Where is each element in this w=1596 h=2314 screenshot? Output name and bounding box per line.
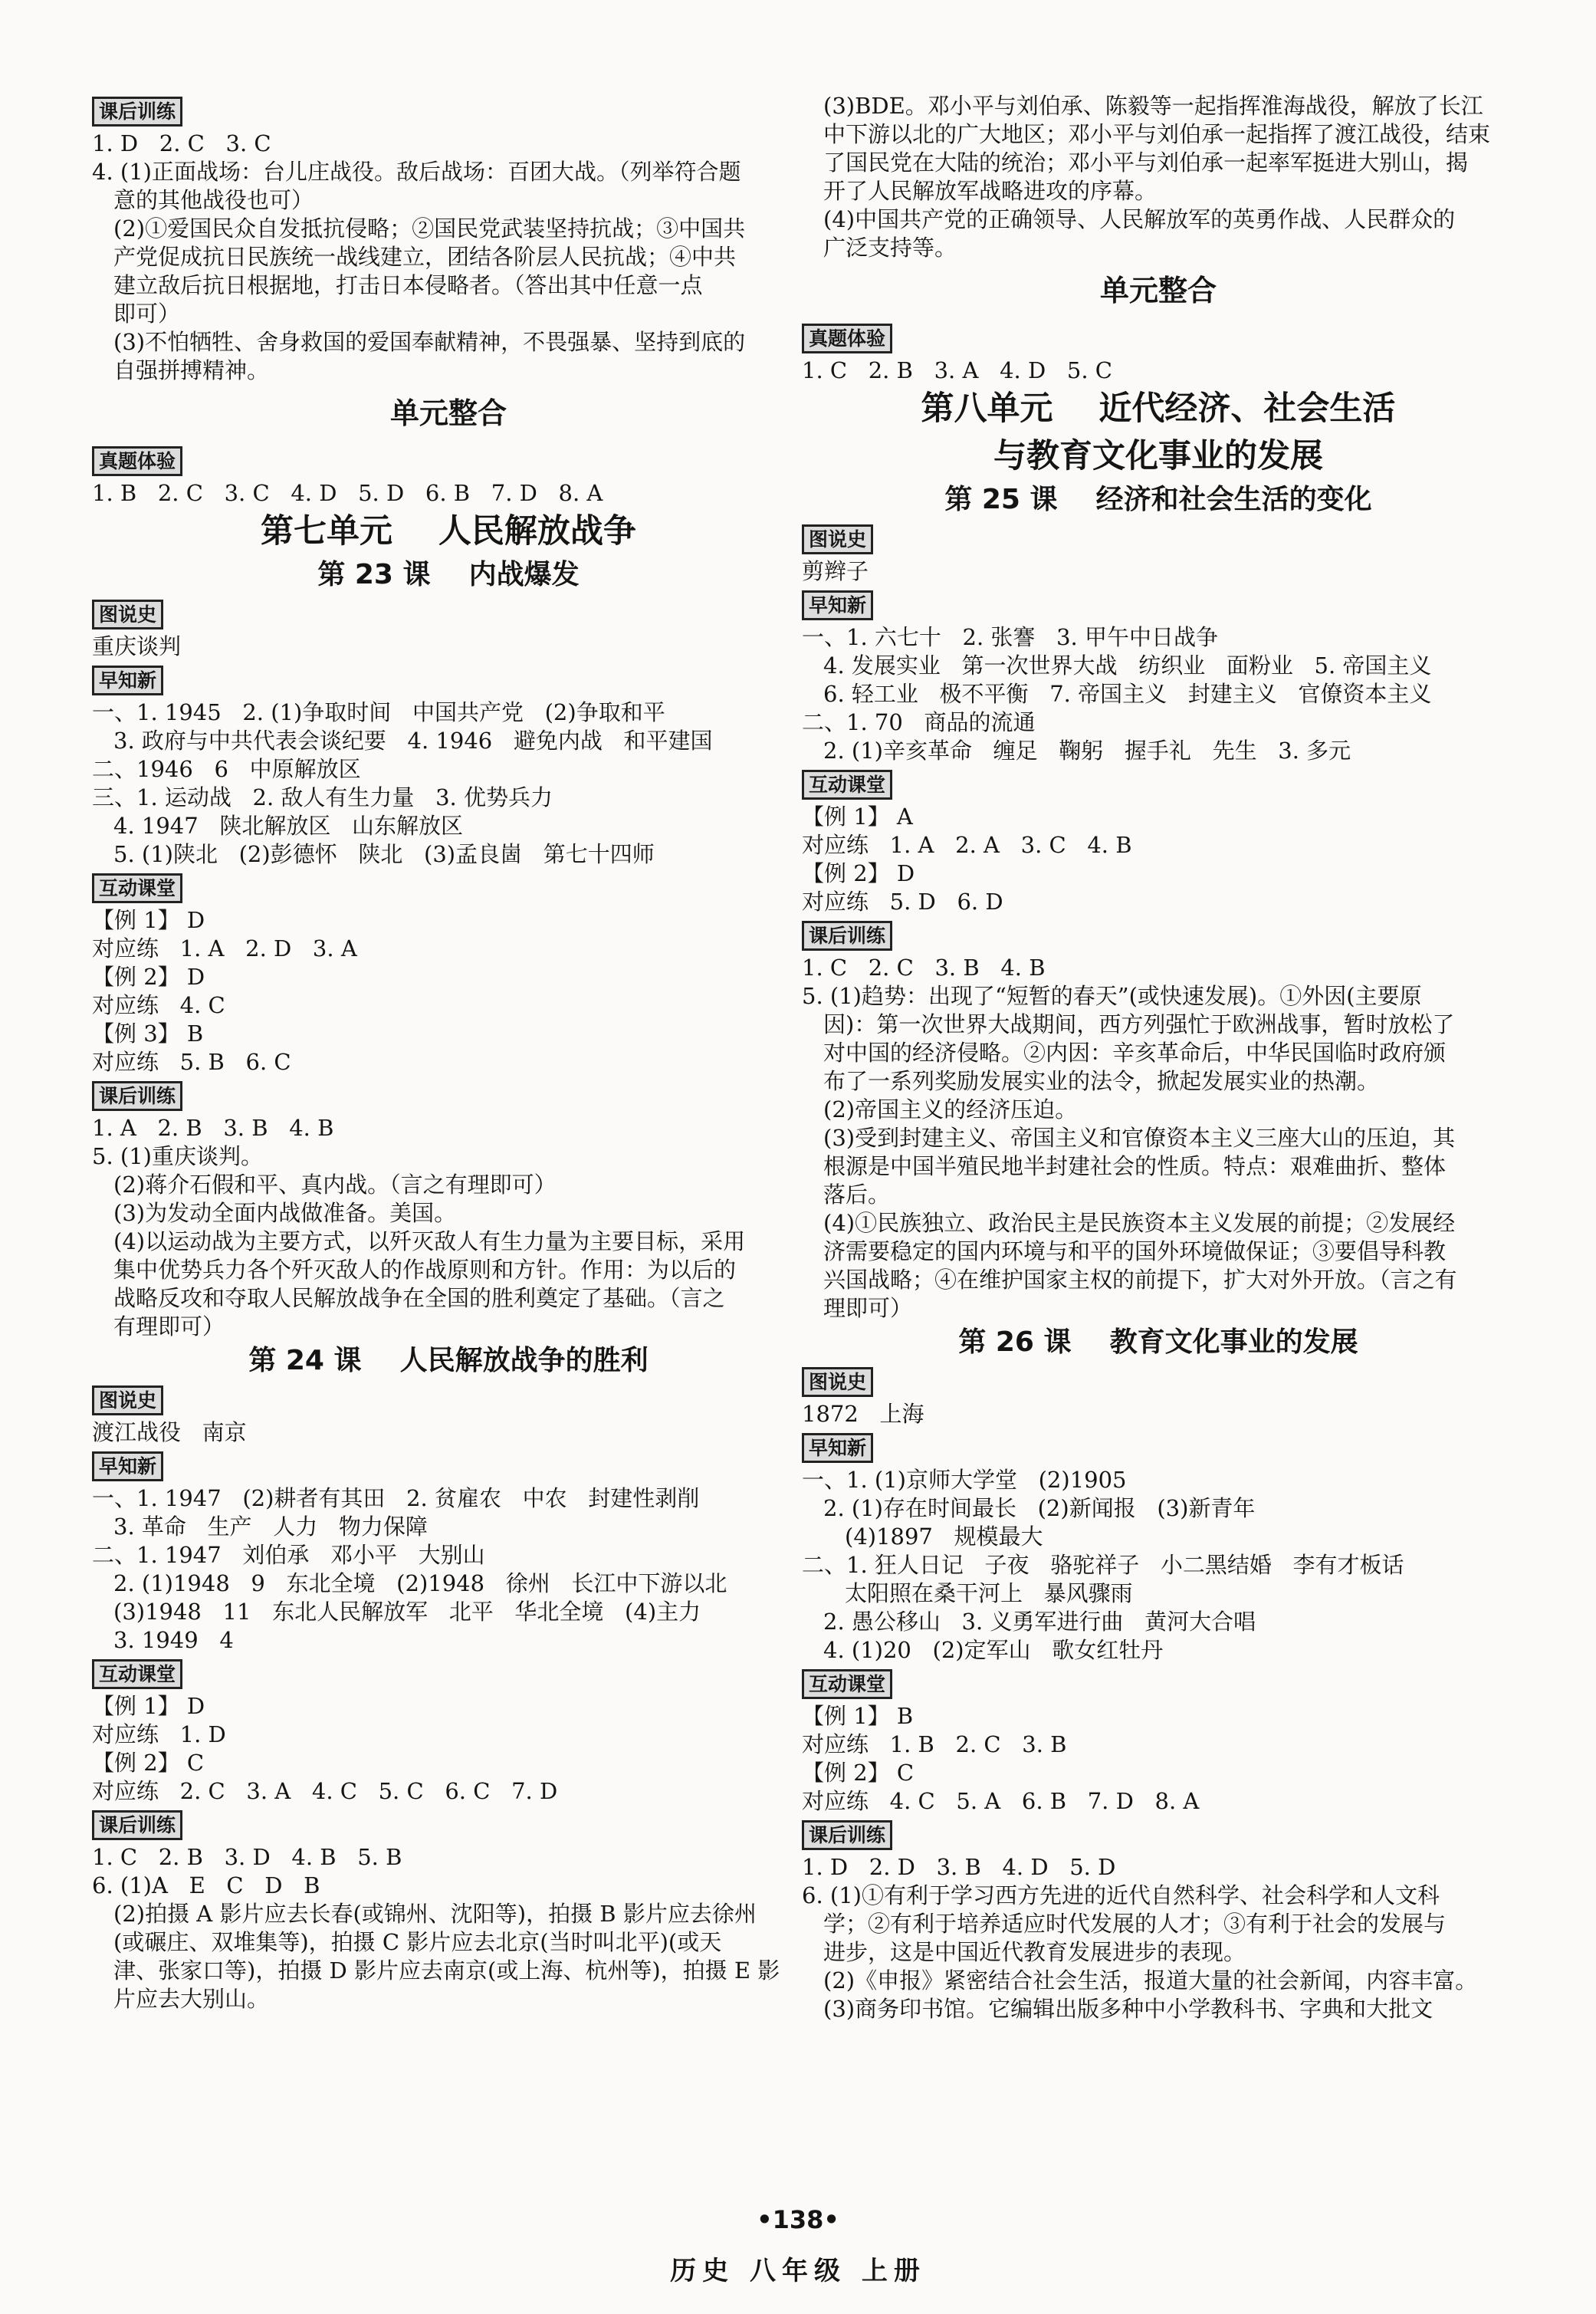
answer-line: 开了人民解放军战略进攻的序幕。 [823,178,1158,204]
answer-line: 4. (1)20 (2)定军山 歌女红牡丹 [823,1637,1164,1663]
answer-line: 二、1. 狂人日记 子夜 骆驼祥子 小二黑结婚 李有才板话 [802,1552,1404,1578]
section-tag-row [802,319,1515,357]
section-tag: 图说史 [802,524,873,554]
section-tag: 互动课堂 [802,770,892,800]
answer-line: (3)1948 11 东北人民解放军 北平 华北全境 (4)主力 [113,1599,701,1625]
section-tag-row [802,520,1515,557]
section-tag-row [92,869,805,906]
answer-line: 三、1. 运动战 2. 敌人有生力量 3. 优势兵力 [92,784,553,810]
section-tag: 早知新 [802,590,873,620]
section-heading: 第 23 课 内战爆发 [317,559,580,590]
right-column [802,92,1515,2023]
section-tag-row [802,1428,1515,1466]
answer-line: 津、张家口等)，拍摄 D 影片应去南京(或上海、杭州等)，拍摄 E 影 [113,1957,780,1984]
section-tag-row [802,1816,1515,1853]
answer-line: 对应练 5. D 6. D [802,889,1003,915]
section-heading: 第 24 课 人民解放战争的胜利 [248,1345,649,1376]
section-heading: 第 25 课 经济和社会生活的变化 [944,484,1372,515]
answer-line: 【例 1】 D [92,907,205,933]
section-tag: 课后训练 [802,921,892,951]
answer-line: 重庆谈判 [92,633,182,659]
answer-line: 即可） [113,301,181,327]
answer-line: 广泛支持等。 [823,235,957,261]
answer-line: 产党促成抗日民族统一战线建立，团结各阶层人民抗战；④中共 [113,244,737,270]
section-tag-row [802,765,1515,803]
answer-line: 对应练 1. A 2. A 3. C 4. B [802,832,1132,858]
answer-line: (3)BDE。邓小平与刘伯承、陈毅等一起指挥淮海战役，解放了长江 [823,93,1483,119]
answer-line: 了国民党在大陆的统治；邓小平与刘伯承一起率军挺进大别山，揭 [823,150,1469,176]
section-tag: 课后训练 [92,1081,182,1111]
section-tag: 课后训练 [92,1810,182,1840]
answer-line: 一、1. 1945 2. (1)争取时间 中国共产党 (2)争取和平 [92,699,665,725]
answer-line: (或碾庄、双堆集等)，拍摄 C 影片应去北京(当时叫北平)(或天 [113,1929,722,1955]
answer-line: 对应练 5. B 6. C [92,1049,291,1075]
answer-line: 根源是中国半殖民地半封建社会的性质。特点：艰难曲折、整体 [823,1153,1447,1179]
answer-line: 集中优势兵力各个歼灭敌人的作战原则和方针。作用：为以后的 [113,1257,737,1283]
answer-line: 兴国战略；④在维护国家主权的前提下，扩大对外开放。（言之有 [823,1267,1457,1293]
answer-line: 一、1. 1947 (2)耕者有其田 2. 贫雇农 中农 封建性剥削 [92,1485,700,1511]
section-tag: 早知新 [92,1451,163,1481]
answer-line: 1. C 2. B 3. D 4. B 5. B [92,1844,402,1870]
section-tag-row [92,1447,805,1484]
book-title: 历史 八年级 上册 [670,2256,926,2286]
section-heading: 第 26 课 教育文化事业的发展 [958,1326,1358,1358]
answer-line: 1. C 2. B 3. A 4. D 5. C [802,357,1112,383]
section-heading: 第七单元 人民解放战争 [261,512,636,551]
section-heading: 单元整合 [389,396,507,430]
answer-line: 渡江战役 南京 [92,1419,247,1445]
answer-line: 6. 轻工业 极不平衡 7. 帝国主义 封建主义 官僚资本主义 [823,681,1432,707]
answer-line: 【例 3】 B [92,1021,204,1047]
answer-line: 一、1. (1)京师大学堂 (2)1905 [802,1467,1127,1493]
section-tag-row [92,92,805,130]
answer-line: 1. D 2. D 3. B 4. D 5. D [802,1854,1116,1880]
page-number: •138• [757,2205,839,2234]
answer-line: (3)商务印书馆。它编辑出版多种中小学教科书、字典和大批文 [823,1996,1433,2022]
answer-line: 2. (1)存在时间最长 (2)新闻报 (3)新青年 [823,1495,1256,1521]
answer-line: 6. (1)A E C D B [92,1872,320,1898]
answer-line: (3)为发动全面内战做准备。美国。 [113,1200,457,1226]
answer-line: (3)受到封建主义、帝国主义和官僚资本主义三座大山的压迫，其 [823,1125,1456,1151]
answer-line: 济需要稳定的国内环境与和平的国外环境做保证；③要倡导科教 [823,1238,1447,1264]
answer-line: 因)：第一次世界大战期间，西方列强忙于欧洲战事，暂时放松了 [823,1011,1455,1037]
answer-line: 【例 1】 A [802,804,913,830]
answer-line: 二、1946 6 中原解放区 [92,756,361,782]
section-tag: 图说史 [92,600,163,629]
section-tag-row [802,916,1515,954]
answer-line: (2)拍摄 A 影片应去长春(或锦州、沈阳等)，拍摄 B 影片应去徐州 [113,1901,757,1927]
answer-line: 1. A 2. B 3. B 4. B [92,1115,334,1141]
answer-line: 对应练 4. C 5. A 6. B 7. D 8. A [802,1788,1200,1814]
answer-line: 对应练 4. C [92,992,225,1018]
section-heading: 单元整合 [1099,274,1217,307]
answer-line: 【例 2】 D [802,860,915,886]
left-column [92,92,805,2013]
answer-line: 学；②有利于培养适应时代发展的人才；③有利于社会的发展与 [823,1911,1447,1937]
answer-line: 太阳照在桑干河上 暴风骤雨 [845,1580,1133,1606]
section-tag-row [92,1806,805,1843]
answer-line: 1. C 2. C 3. B 4. B [802,955,1046,981]
answer-line: 5. (1)重庆谈判。 [92,1143,263,1169]
section-tag: 图说史 [92,1385,163,1415]
answer-line: 2. (1)辛亥革命 缠足 鞠躬 握手礼 先生 3. 多元 [823,738,1351,764]
answer-line: 【例 2】 D [92,964,205,990]
answer-line: 2. 愚公移山 3. 义勇军进行曲 黄河大合唱 [823,1609,1256,1635]
answer-line: 二、1. 1947 刘伯承 邓小平 大别山 [92,1542,485,1568]
section-tag-row [92,1381,805,1418]
answer-line: 建立敌后抗日根据地，打击日本侵略者。（答出其中任意一点 [113,272,703,298]
answer-line: (4)1897 规模最大 [845,1523,1043,1550]
answer-line: (4)中国共产党的正确领导、人民解放军的英勇作战、人民群众的 [823,206,1456,232]
section-tag: 图说史 [802,1367,873,1397]
answer-line: (2)①爱国民众自发抵抗侵略；②国民党武装坚持抗战；③中国共 [113,215,746,242]
answer-line: 【例 1】 D [92,1693,205,1719]
section-tag: 课后训练 [92,97,182,127]
answer-line: 2. (1)1948 9 东北全境 (2)1948 徐州 长江中下游以北 [113,1570,727,1596]
answer-line: 3. 政府与中共代表会谈纪要 4. 1946 避免内战 和平建国 [113,728,713,754]
answer-line: 对应练 1. A 2. D 3. A [92,935,357,961]
answer-line: 3. 革命 生产 人力 物力保障 [113,1514,428,1540]
section-tag-row [92,595,805,633]
section-tag-row [802,586,1515,623]
answer-line: 布了一系列奖励发展实业的法令，掀起发展实业的热潮。 [823,1068,1380,1094]
answer-line: 【例 2】 C [92,1750,205,1776]
answer-line: 5. (1)陕北 (2)彭德怀 陕北 (3)孟良崮 第七十四师 [113,841,655,867]
answer-line: (2)《申报》紧密结合社会生活，报道大量的社会新闻，内容丰富。 [823,1967,1478,1994]
section-tag: 互动课堂 [92,873,182,903]
answer-line: 对应练 1. B 2. C 3. B [802,1731,1067,1757]
answer-line: 理即可） [823,1295,913,1321]
section-heading: 第八单元 近代经济、社会生活 [921,390,1396,428]
answer-line: 3. 1949 4 [113,1627,234,1653]
answer-line: 1. D 2. C 3. C [92,130,271,156]
section-tag-row [92,661,805,698]
answer-line: (2)帝国主义的经济压迫。 [823,1096,1078,1122]
answer-line: (4)以运动战为主要方式，以歼灭敌人有生力量为主要目标，采用 [113,1228,746,1254]
answer-line: 对应练 1. D [92,1721,226,1747]
answer-line: 自强拼搏精神。 [113,357,270,383]
section-tag: 真题体验 [92,446,182,476]
answer-line: 二、1. 70 商品的流通 [802,709,1036,735]
section-tag-row [802,1665,1515,1702]
section-tag: 早知新 [92,666,163,695]
answer-line: 意的其他战役也可） [113,187,314,213]
answer-line: 4. (1)正面战场：台儿庄战役。敌后战场：百团大战。（列举符合题 [92,159,741,185]
answer-line: 有理即可） [113,1313,225,1339]
answer-line: 1. B 2. C 3. C 4. D 5. D 6. B 7. D 8. A [92,480,603,506]
section-tag-row [92,442,805,479]
section-tag-row [802,1362,1515,1400]
section-tag-row [92,1655,805,1692]
answer-line: 【例 2】 C [802,1760,915,1786]
section-tag: 互动课堂 [802,1669,892,1699]
answer-line: 对中国的经济侵略。②内因：辛亥革命后，中华民国临时政府颁 [823,1040,1447,1066]
section-tag: 互动课堂 [92,1659,182,1689]
answer-line: 进步，这是中国近代教育发展进步的表现。 [823,1939,1246,1965]
section-heading: 与教育文化事业的发展 [993,437,1323,475]
answer-line: 【例 1】 B [802,1703,914,1729]
answer-line: 1872 上海 [802,1401,924,1427]
answer-line: 剪辫子 [802,558,869,584]
answer-line: 一、1. 六七十 2. 张謇 3. 甲午中日战争 [802,624,1218,650]
section-tag-row [92,1076,805,1114]
answer-line: 6. (1)①有利于学习西方先进的近代自然科学、社会科学和人文科 [802,1882,1440,1908]
answer-line: (3)不怕牺牲、舍身救国的爱国奉献精神，不畏强暴、坚持到底的 [113,329,746,355]
answer-line: 4. 1947 陕北解放区 山东解放区 [113,813,463,839]
answer-line: 片应去大别山。 [113,1986,270,2012]
answer-line: 战略反攻和夺取人民解放战争在全国的胜利奠定了基础。（言之 [113,1285,725,1311]
answer-line: 落后。 [823,1182,891,1208]
answer-line: (2)蒋介石假和平、真内战。（言之有理即可） [113,1172,557,1198]
answer-line: 对应练 2. C 3. A 4. C 5. C 6. C 7. D [92,1778,558,1804]
section-tag: 真题体验 [802,324,892,353]
answer-line: (4)①民族独立、政治民主是民族资本主义发展的前提；②发展经 [823,1210,1456,1236]
answer-line: 中下游以北的广大地区；邓小平与刘伯承一起指挥了渡江战役，结束 [823,121,1491,147]
answer-line: 5. (1)趋势：出现了“短暂的春天”(或快速发展)。①外因(主要原 [802,983,1422,1009]
section-tag: 课后训练 [802,1820,892,1850]
section-tag: 早知新 [802,1433,873,1463]
answer-line: 4. 发展实业 第一次世界大战 纺织业 面粉业 5. 帝国主义 [823,652,1432,679]
